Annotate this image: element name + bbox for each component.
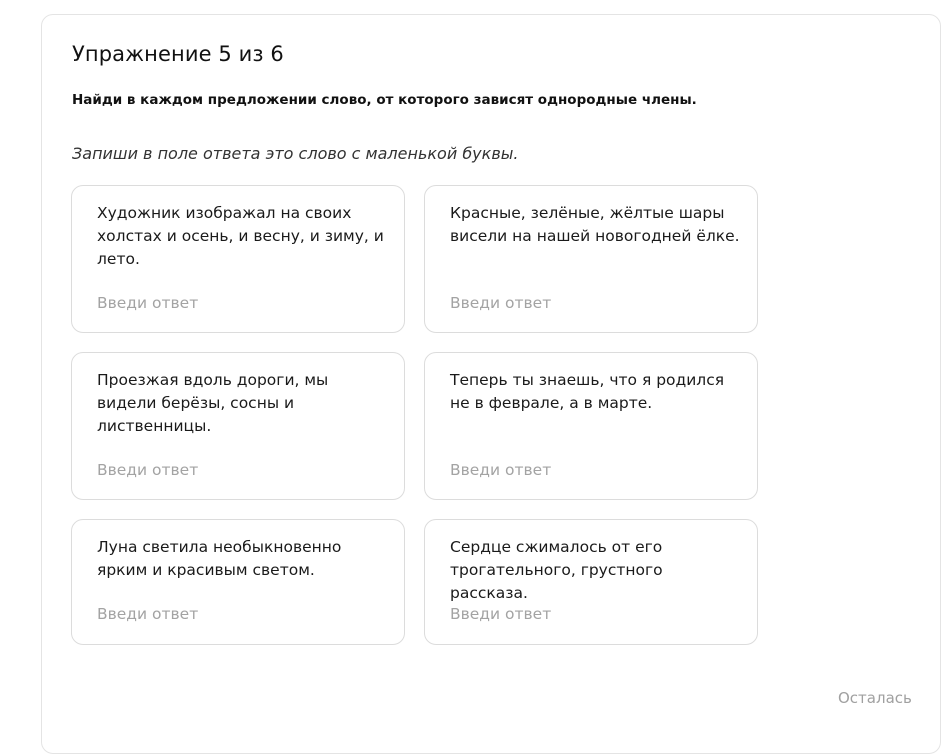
exercise-title: Упражнение 5 из 6 <box>72 42 284 66</box>
sentence-text: Красные, зелёные, жёлтые шары висели на нашей новогодней ёлке. <box>450 204 740 245</box>
sentence-text: Сердце сжималось от его трогательного, грустного рассказа. <box>450 538 663 602</box>
sentence-card-5 <box>71 519 405 645</box>
sentence-card-2 <box>424 185 758 333</box>
answer-input[interactable] <box>97 458 377 482</box>
remaining-counter: Осталась <box>838 689 912 707</box>
answer-input[interactable] <box>450 291 730 315</box>
sentence-card-6 <box>424 519 758 645</box>
exercise-hint: Запиши в поле ответа это слово с маленькой буквы. <box>72 144 519 163</box>
sentence-text: Луна светила необыкновенно ярким и красивым светом. <box>97 538 342 579</box>
answer-input[interactable] <box>97 291 377 315</box>
answer-input[interactable] <box>97 602 377 626</box>
sentence-card-4 <box>424 352 758 500</box>
sentence-card-3 <box>71 352 405 500</box>
sentence-card-1 <box>71 185 405 333</box>
answer-input[interactable] <box>450 458 730 482</box>
exercise-instruction: Найди в каждом предложении слово, от которого зависят однородные члены. <box>72 92 697 108</box>
sentence-text: Художник изображал на своих холстах и осень, и весну, и зиму, и лето. <box>97 204 384 268</box>
sentence-text: Теперь ты знаешь, что я родился не в феврале, а в марте. <box>450 371 725 412</box>
sentence-text: Проезжая вдоль дороги, мы видели берёзы, сосны и лиственницы. <box>97 371 329 435</box>
answer-input[interactable] <box>450 602 730 626</box>
